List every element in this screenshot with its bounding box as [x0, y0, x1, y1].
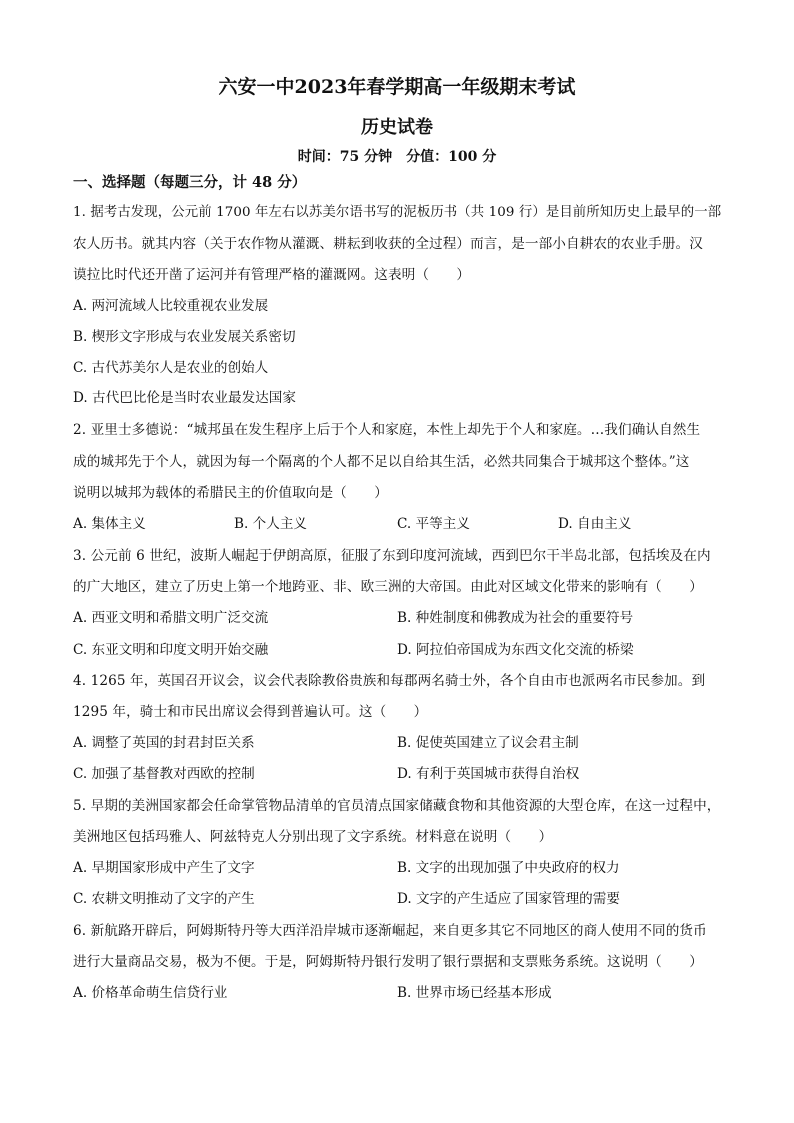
- option-a[interactable]: A. 两河流域人比较重视农业发展: [73, 298, 269, 314]
- option-b[interactable]: B. 世界市场已经基本形成: [397, 985, 552, 1001]
- exam-title: 六安一中2023年春学期高一年级期末考试: [218, 76, 576, 98]
- option-a[interactable]: A. 早期国家形成中产生了文字: [73, 860, 255, 876]
- section-title: 一、选择题（每题三分，计 48 分）: [73, 174, 307, 191]
- option-a[interactable]: A. 集体主义: [73, 516, 146, 532]
- option-d[interactable]: D. 文字的产生适应了国家管理的需要: [397, 891, 620, 907]
- question-text-line: 5. 早期的美洲国家都会任命掌管物品清单的官员清点国家储藏食物和其他资源的大型仓库，在这一过程中，: [73, 798, 721, 814]
- exam-info: 时间：75 分钟 分值：100 分: [297, 149, 497, 165]
- question-text-line: 农人历书。就其内容（关于农作物从灌溉、耕耘到收获的全过程）而言，是一部小自耕农的农业手册。汉: [73, 236, 703, 252]
- option-b[interactable]: B. 个人主义: [234, 516, 308, 532]
- question-text-line: 3. 公元前 6 世纪，波斯人崛起于伊朗高原，征服了东到印度河流域，西到巴尔干半岛北部，包括埃及在内: [73, 548, 711, 564]
- option-c[interactable]: C. 加强了基督教对西欧的控制: [73, 766, 255, 782]
- option-a[interactable]: A. 价格革命萌生信贷行业: [73, 985, 228, 1001]
- option-b[interactable]: B. 楔形文字形成与农业发展关系密切: [73, 329, 296, 345]
- option-d[interactable]: D. 自由主义: [558, 516, 632, 532]
- option-b[interactable]: B. 促使英国建立了议会君主制: [397, 735, 579, 751]
- option-c[interactable]: C. 古代苏美尔人是农业的创始人: [73, 360, 269, 376]
- question-text-line: 1. 据考古发现，公元前 1700 年左右以苏美尔语书写的泥板历书（共 109 行）是目前所知历史上最早的一部: [73, 205, 722, 220]
- question-text-line: 说明以城邦为载体的希腊民主的价值取向是（ ）: [73, 485, 388, 501]
- option-c[interactable]: C. 农耕文明推动了文字的产生: [73, 891, 255, 907]
- option-a[interactable]: A. 调整了英国的封君封臣关系: [73, 735, 255, 751]
- option-b[interactable]: B. 种姓制度和佛教成为社会的重要符号: [397, 610, 634, 626]
- question-text-line: 进行大量商品交易，极为不便。于是，阿姆斯特丹银行发明了银行票据和支票账务系统。这说明（ ）: [73, 954, 703, 970]
- option-d[interactable]: D. 古代巴比伦是当时农业最发达国家: [73, 390, 296, 406]
- option-c[interactable]: C. 平等主义: [397, 516, 470, 532]
- question-text-line: 1295 年，骑士和市民出席议会得到普遍认可。这（ ）: [73, 704, 428, 720]
- question-text-line: 谟拉比时代还开凿了运河并有管理严格的灌溉网。这表明（ ）: [73, 267, 471, 283]
- option-d[interactable]: D. 阿拉伯帝国成为东西文化交流的桥梁: [397, 642, 634, 658]
- option-b[interactable]: B. 文字的出现加强了中央政府的权力: [397, 860, 620, 876]
- question-text-line: 2. 亚里士多德说：“城邦虽在发生程序上后于个人和家庭，本性上却先于个人和家庭。…我们确认自然生: [73, 422, 701, 438]
- subject-title: 历史试卷: [361, 117, 433, 138]
- question-text-line: 成的城邦先于个人，就因为每一个隔离的个人都不足以自给其生活，必然共同集合于城邦这个整体。”这: [73, 454, 690, 470]
- option-c[interactable]: C. 东亚文明和印度文明开始交融: [73, 642, 269, 658]
- option-d[interactable]: D. 有利于英国城市获得自治权: [397, 766, 580, 782]
- option-a[interactable]: A. 西亚文明和希腊文明广泛交流: [73, 610, 269, 626]
- question-text-line: 的广大地区，建立了历史上第一个地跨亚、非、欧三洲的大帝国。由此对区域文化带来的影响有（ ）: [73, 579, 703, 595]
- question-text-line: 6. 新航路开辟后，阿姆斯特丹等大西洋沿岸城市逐渐崛起，来自更多其它不同地区的商人使用不同的货币: [73, 923, 707, 939]
- question-text-line: 美洲地区包括玛雅人、阿兹特克人分别出现了文字系统。材料意在说明（ ）: [73, 829, 553, 845]
- question-text-line: 4. 1265 年，英国召开议会，议会代表除教俗贵族和每郡两名骑士外，各个自由市也派两名市民参加。到: [73, 673, 706, 689]
